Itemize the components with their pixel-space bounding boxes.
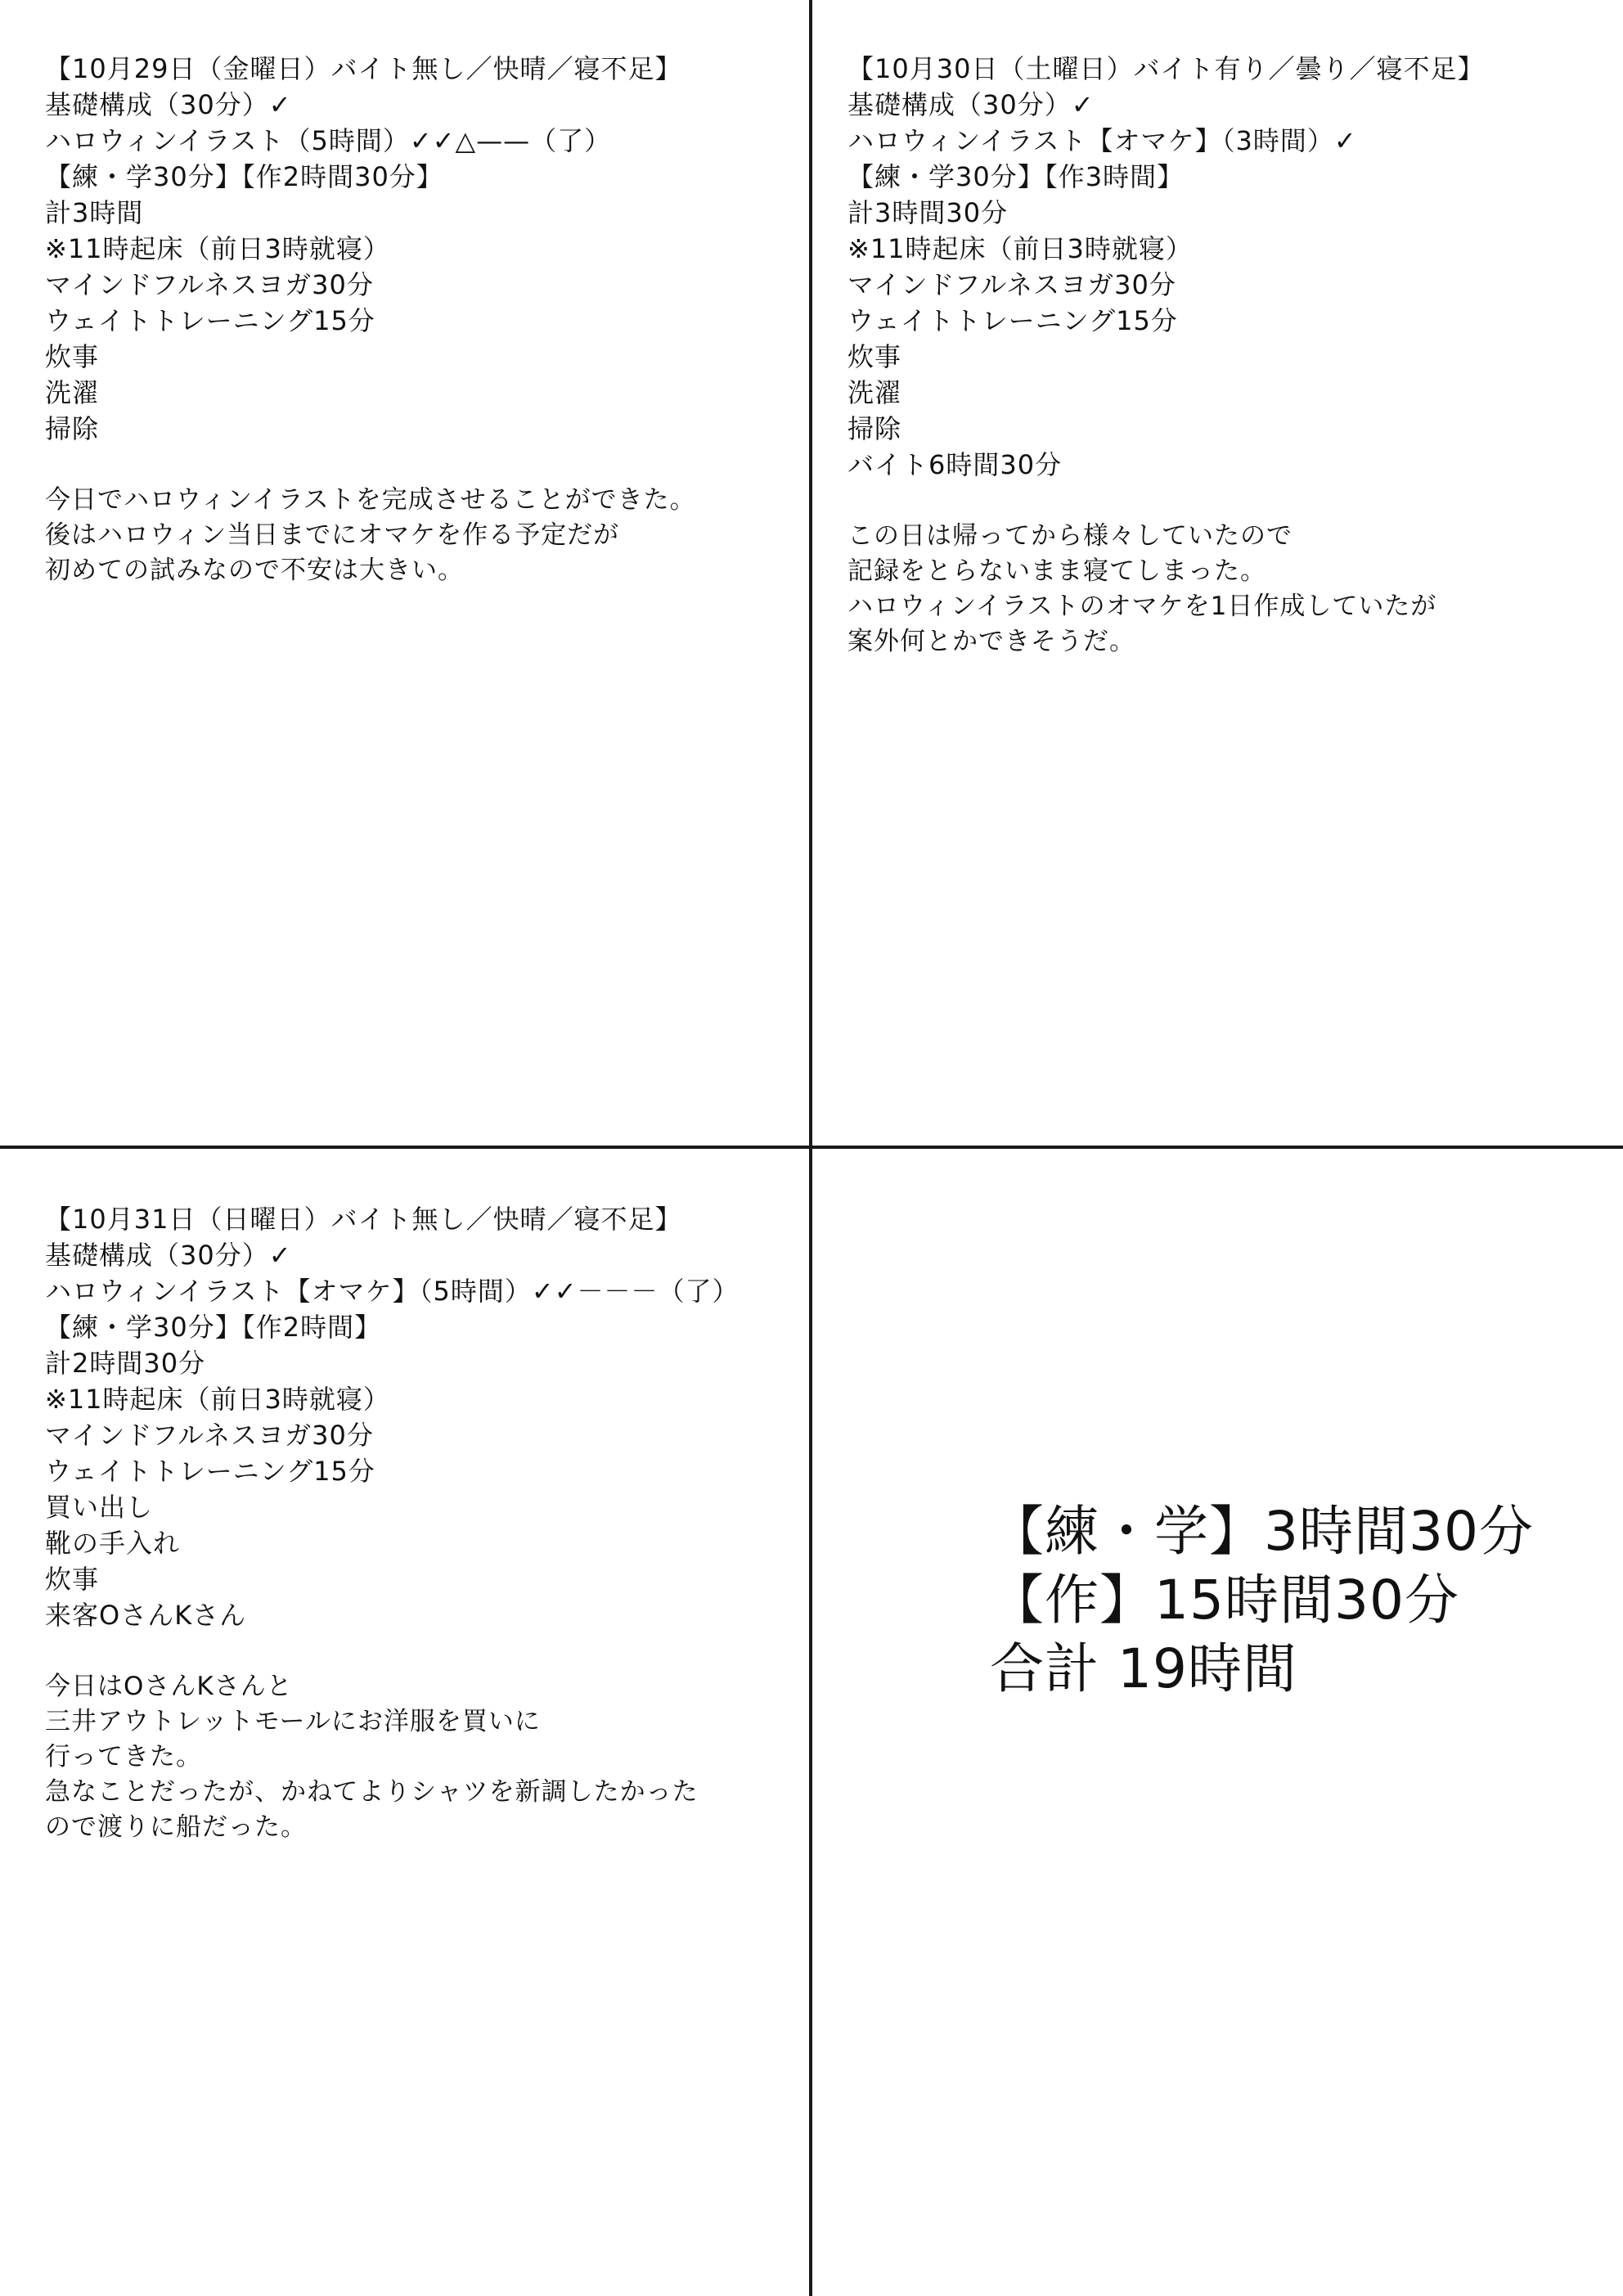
entry-log-lines [847, 51, 1608, 483]
paragraph-line: 後はハロウィン当日までにオマケを作る予定だが [45, 520, 620, 550]
log-line: 炊事 [847, 341, 902, 372]
horizontal-divider [0, 1146, 1623, 1149]
log-line: 【練・学30分】【作2時間30分】 [45, 161, 443, 192]
log-line: 掃除 [45, 413, 100, 444]
log-line: ※11時起床（前日3時就寝） [45, 1384, 390, 1415]
log-line: バイト6時間30分 [847, 449, 1063, 480]
diary-entry-oct-29 [45, 51, 798, 588]
log-line: マインドフルネスヨガ30分 [847, 269, 1176, 300]
paragraph-line: 案外何とかできそうだ。 [847, 627, 1135, 656]
log-line: 計2時間30分 [45, 1348, 206, 1379]
log-line: 計3時間30分 [847, 197, 1009, 228]
paragraph-line: 急なことだったが、かねてよりシャツを新調したかった [45, 1777, 699, 1807]
log-line: ※11時起床（前日3時就寝） [45, 233, 390, 264]
log-line: ウェイトトレーニング15分 [45, 305, 375, 336]
log-line: 炊事 [45, 341, 100, 372]
entry-header: 【10月31日（日曜日）バイト無し／快晴／寝不足】 [45, 1204, 682, 1235]
paragraph-line: ハロウィンイラストのオマケを1日作成していたが [847, 592, 1437, 621]
log-line: ハロウィンイラスト（5時間）✓✓△——（了） [45, 125, 612, 156]
log-line: 計3時間 [45, 197, 144, 228]
paragraph-line: 行ってきた。 [45, 1742, 202, 1772]
paragraph-line: 初めての試みなので不安は大きい。 [45, 556, 464, 585]
paragraph-line: 三井アウトレットモールにお洋服を買いに [45, 1707, 541, 1736]
paragraph-line: 今日でハロウィンイラストを完成させることができた。 [45, 485, 696, 515]
log-line: 来客OさんKさん [45, 1600, 247, 1631]
log-line: ハロウィンイラスト【オマケ】（5時間）✓✓－－－（了） [45, 1276, 740, 1307]
paragraph-line: 記録をとらないまま寝てしまった。 [847, 556, 1266, 586]
log-line: 掃除 [847, 413, 902, 444]
summary-work-total: 【作】15時間30分 [990, 1569, 1459, 1632]
paragraph-line: この日は帰ってから様々していたので [847, 521, 1293, 551]
summary-practice-total: 【練・学】3時間30分 [990, 1500, 1534, 1563]
paragraph-line: ので渡りに船だった。 [45, 1812, 307, 1842]
log-line: 洗濯 [45, 377, 100, 408]
summary-grand-total: 合計 19時間 [990, 1637, 1297, 1700]
entry-log-lines [45, 1201, 798, 1633]
log-line: 炊事 [45, 1564, 100, 1595]
diary-entry-oct-30 [847, 51, 1608, 660]
log-line: ウェイトトレーニング15分 [847, 305, 1178, 336]
log-line: 基礎構成（30分）✓ [847, 89, 1095, 120]
diary-entry-oct-31 [45, 1201, 798, 1845]
weekly-summary [990, 1497, 1579, 1704]
log-line: 買い出し [45, 1492, 154, 1523]
entry-header: 【10月29日（金曜日）バイト無し／快晴／寝不足】 [45, 53, 682, 84]
log-line: ※11時起床（前日3時就寝） [847, 233, 1193, 264]
log-line: マインドフルネスヨガ30分 [45, 1420, 374, 1451]
entry-paragraph [45, 1669, 798, 1845]
log-line: ウェイトトレーニング15分 [45, 1456, 375, 1487]
entry-log-lines [45, 51, 798, 447]
entry-paragraph [45, 483, 798, 588]
log-line: マインドフルネスヨガ30分 [45, 269, 374, 300]
log-line: 基礎構成（30分）✓ [45, 1240, 292, 1271]
log-line: 【練・学30分】【作2時間】 [45, 1312, 382, 1343]
log-line: 靴の手入れ [45, 1528, 181, 1559]
entry-paragraph [847, 519, 1608, 660]
log-line: 【練・学30分】【作3時間】 [847, 161, 1185, 192]
entry-header: 【10月30日（土曜日）バイト有り／曇り／寝不足】 [847, 53, 1485, 84]
log-line: 基礎構成（30分）✓ [45, 89, 292, 120]
paragraph-line: 今日はOさんKさんと [45, 1672, 293, 1701]
log-line: ハロウィンイラスト【オマケ】（3時間）✓ [847, 125, 1357, 156]
log-line: 洗濯 [847, 377, 902, 408]
